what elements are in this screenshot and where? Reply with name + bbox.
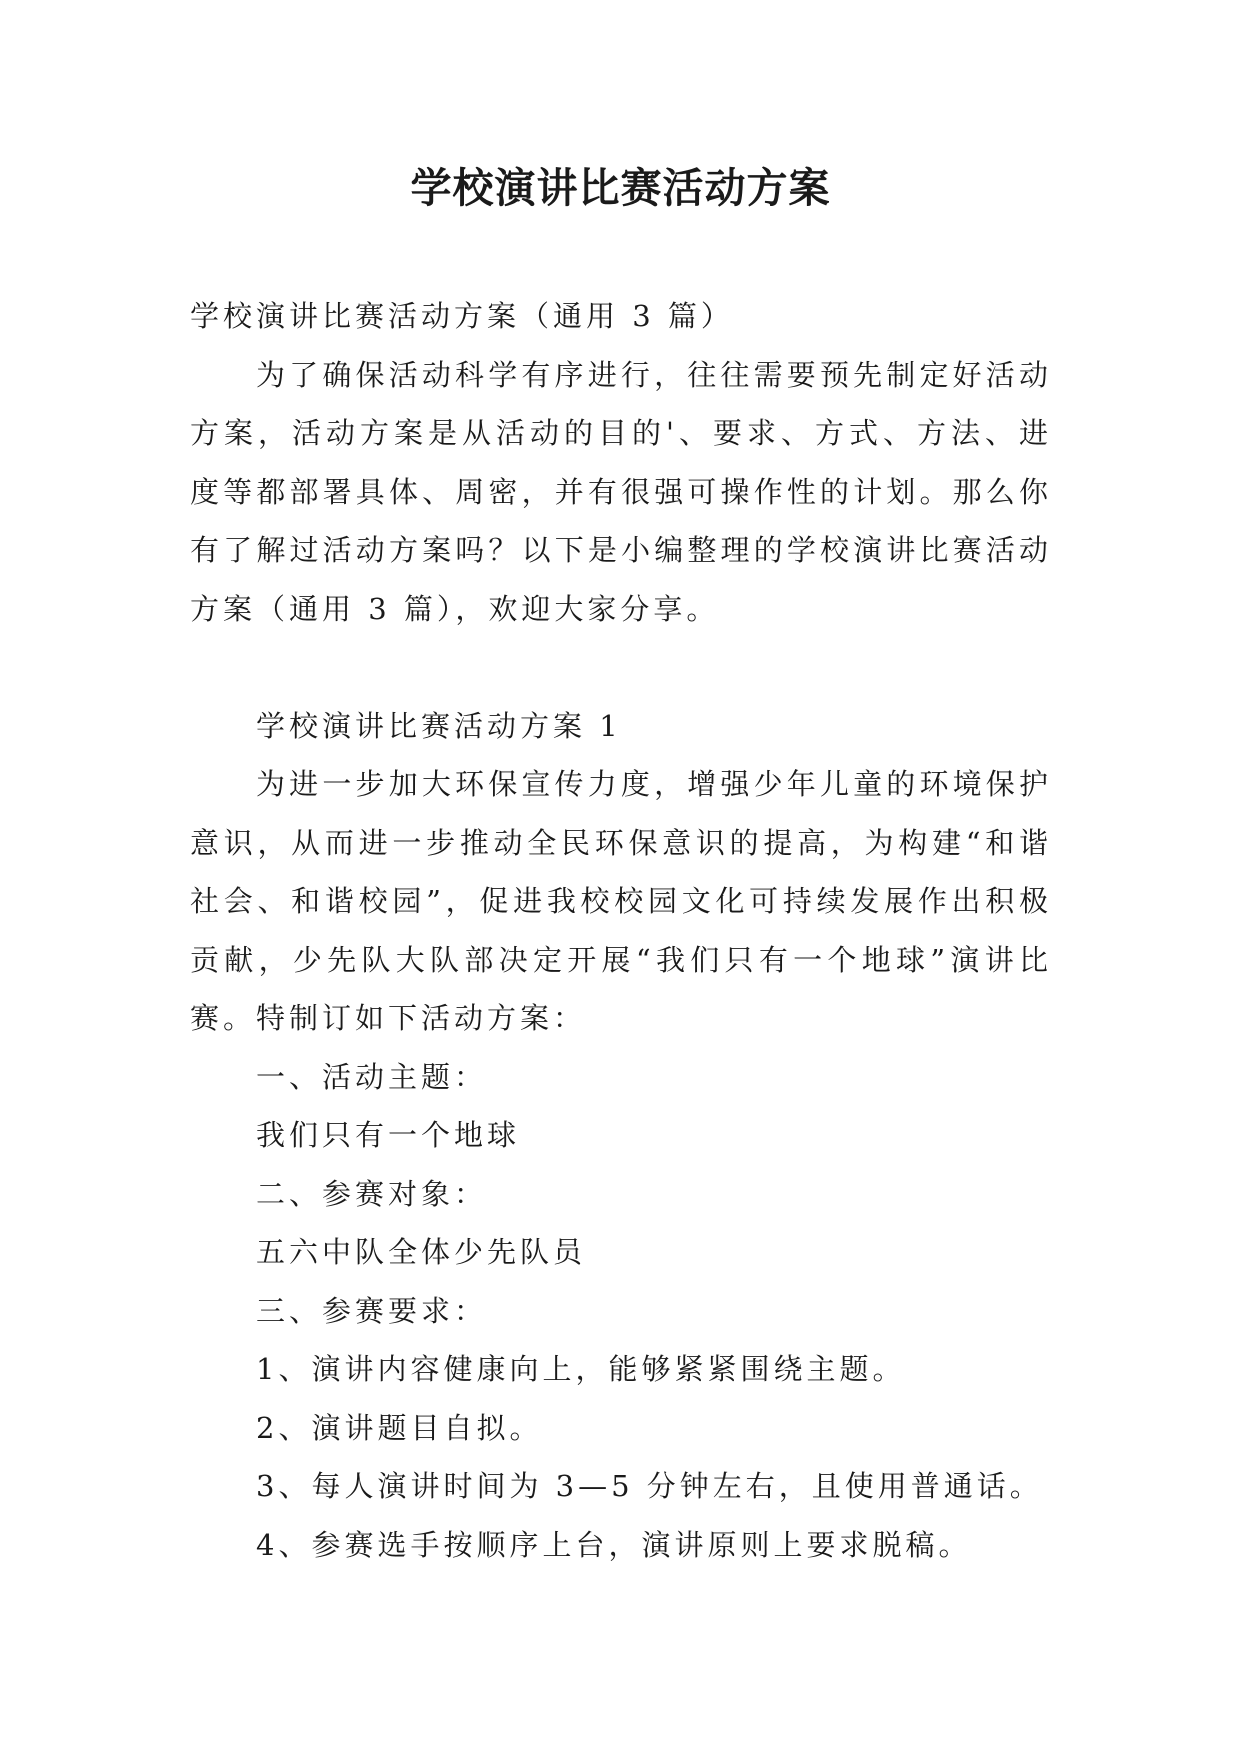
participants-value: 五六中队全体少先队员	[256, 1235, 587, 1269]
requirement-item: 2、演讲题目自拟。	[256, 1410, 543, 1445]
requirement-item: 4、参赛选手按顺序上台，演讲原则上要求脱稿。	[256, 1527, 972, 1562]
participants-label: 二、参赛对象：	[256, 1176, 488, 1211]
theme-value: 我们只有一个地球	[256, 1118, 521, 1152]
requirements-label: 三、参赛要求：	[256, 1293, 488, 1328]
paragraph-spacer	[190, 638, 1052, 697]
section-heading: 学校演讲比赛活动方案 1	[256, 708, 622, 743]
requirement-item: 1、演讲内容健康向上，能够紧紧围绕主题。	[256, 1352, 906, 1386]
requirement-item: 3、每人演讲时间为 3—5 分钟左右，且使用普通话。	[256, 1469, 1043, 1503]
document-subtitle: 学校演讲比赛活动方案（通用 3 篇）	[190, 299, 734, 333]
document-title: 学校演讲比赛活动方案	[410, 164, 831, 212]
document-body	[190, 287, 1052, 1574]
intro-paragraph: 为了确保活动科学有序进行，往往需要预先制定好活动方案，活动方案是从活动的目的'、要求、方式、方法、进度等都部署具体、周密，并有很强可操作性的计划。那么你有了解过活动方案吗？以下是小编整理的学校演讲比赛活动方案（通用 3 篇），欢迎大家分享。	[190, 357, 1052, 626]
section-paragraph: 为进一步加大环保宣传力度，增强少年儿童的环境保护意识，从而进一步推动全民环保意识的提高，为构建“和谐社会、和谐校园”，促进我校校园文化可持续发展作出积极贡献，少先队大队部决定开展“我们只有一个地球”演讲比赛。特制订如下活动方案：	[190, 767, 1052, 1035]
theme-label: 一、活动主题：	[256, 1059, 488, 1094]
